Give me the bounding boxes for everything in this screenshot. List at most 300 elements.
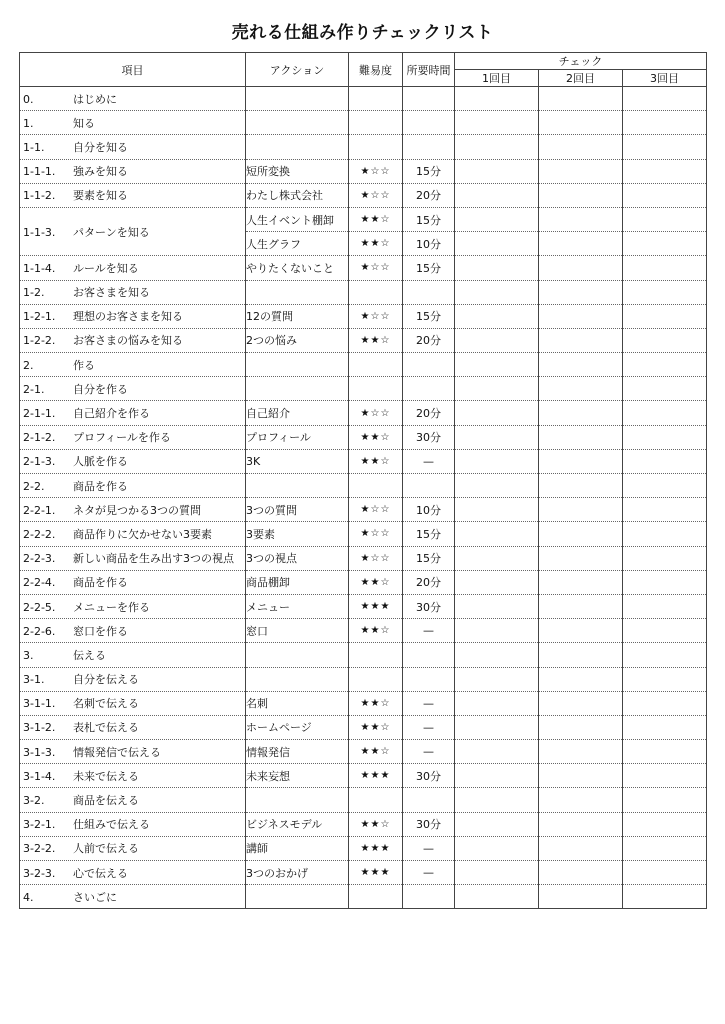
header-difficulty: 難易度 [349,53,403,87]
item-cell [20,474,246,498]
difficulty-cell: ★★☆ [349,570,403,594]
table-row [20,135,707,159]
item-label: 心で伝える [73,866,128,880]
check-cell-3[interactable] [623,619,707,643]
item-cell [20,87,246,111]
item-number: 1-1. [23,140,45,154]
item-label: プロフィールを作る [73,431,171,445]
check-cell-3[interactable] [623,401,707,425]
check-cell-1[interactable] [455,449,539,473]
difficulty-cell: ★★☆ [349,328,403,352]
item-number: 2-1-2. [23,431,56,445]
table-row [20,304,707,328]
action-cell: 3つの質問 [246,498,349,522]
item-cell [20,280,246,304]
item-label: 情報発信で伝える [73,745,161,759]
item-label: 表札で伝える [73,721,139,735]
item-label: ルールを知る [73,261,139,275]
check-cell-1[interactable] [455,425,539,449]
check-cell-3[interactable] [623,449,707,473]
action-cell: 3つの視点 [246,546,349,570]
time-cell [403,474,455,498]
item-cell [20,861,246,885]
check-cell-3[interactable] [623,788,707,812]
item-number: 1-1-1. [23,165,56,179]
check-cell-2[interactable] [539,619,623,643]
check-cell-1[interactable] [455,207,539,231]
item-number: 3-2-2. [23,842,56,856]
difficulty-cell [349,111,403,135]
item-cell [20,207,246,255]
difficulty-cell [349,377,403,401]
item-label: 名刺で伝える [73,697,139,711]
item-cell [20,667,246,691]
item-cell [20,836,246,860]
check-cell-3[interactable] [623,861,707,885]
check-cell-2[interactable] [539,183,623,207]
check-cell-1[interactable] [455,667,539,691]
check-cell-3[interactable] [623,594,707,618]
check-cell-3[interactable] [623,546,707,570]
check-cell-2[interactable] [539,715,623,739]
check-cell-2[interactable] [539,594,623,618]
item-cell [20,135,246,159]
time-cell: — [403,691,455,715]
difficulty-cell: ★☆☆ [349,304,403,328]
item-label: 商品を伝える [73,794,139,808]
time-cell: 15分 [403,304,455,328]
difficulty-cell: ★☆☆ [349,522,403,546]
time-cell: 15分 [403,207,455,231]
difficulty-cell: ★★☆ [349,207,403,231]
check-cell-3[interactable] [623,425,707,449]
action-cell: 情報発信 [246,740,349,764]
difficulty-cell: ★★★ [349,594,403,618]
check-cell-2[interactable] [539,304,623,328]
check-cell-2[interactable] [539,861,623,885]
table-row [20,812,707,836]
action-cell: 自己紹介 [246,401,349,425]
item-number: 1-1-2. [23,189,56,203]
table-row [20,594,707,618]
check-cell-1[interactable] [455,546,539,570]
time-cell: 15分 [403,522,455,546]
difficulty-cell: ★☆☆ [349,159,403,183]
table-row [20,328,707,352]
check-cell-1[interactable] [455,691,539,715]
time-cell: — [403,861,455,885]
check-cell-2[interactable] [539,135,623,159]
action-cell [246,135,349,159]
table-row [20,449,707,473]
item-number: 0. [23,92,34,106]
table-row [20,159,707,183]
item-cell [20,111,246,135]
item-cell [20,449,246,473]
table-row [20,836,707,860]
time-cell: 15分 [403,256,455,280]
difficulty-cell [349,353,403,377]
item-cell [20,570,246,594]
check-cell-3[interactable] [623,304,707,328]
item-label: 商品を作る [73,576,128,590]
item-label: 未来で伝える [73,769,139,783]
item-label: 窓口を作る [73,624,128,638]
header-check-3: 3回目 [623,70,707,87]
check-cell-1[interactable] [455,256,539,280]
item-label: パターンを知る [73,225,150,239]
item-number: 2-2-1. [23,503,56,517]
action-cell [246,87,349,111]
check-cell-1[interactable] [455,594,539,618]
check-cell-1[interactable] [455,328,539,352]
item-cell [20,353,246,377]
time-cell: 30分 [403,425,455,449]
item-label: 強みを知る [73,165,128,179]
time-cell [403,788,455,812]
item-number: 2-1. [23,382,45,396]
difficulty-cell: ★★★ [349,861,403,885]
time-cell: — [403,740,455,764]
check-cell-3[interactable] [623,328,707,352]
check-cell-2[interactable] [539,256,623,280]
item-label: 知る [73,116,95,130]
item-number: 2-2-6. [23,624,56,638]
difficulty-cell: ★★★ [349,764,403,788]
check-cell-2[interactable] [539,449,623,473]
table-row [20,546,707,570]
check-cell-3[interactable] [623,135,707,159]
action-cell: メニュー [246,594,349,618]
item-label: 自分を知る [73,140,128,154]
check-cell-2[interactable] [539,522,623,546]
check-cell-2[interactable] [539,836,623,860]
item-number: 1-2-2. [23,334,56,348]
difficulty-cell: ★☆☆ [349,498,403,522]
check-cell-3[interactable] [623,570,707,594]
item-cell [20,619,246,643]
time-cell [403,353,455,377]
check-cell-3[interactable] [623,207,707,231]
check-cell-3[interactable] [623,667,707,691]
table-row [20,401,707,425]
check-cell-1[interactable] [455,159,539,183]
check-cell-3[interactable] [623,353,707,377]
check-cell-1[interactable] [455,764,539,788]
check-cell-1[interactable] [455,474,539,498]
item-cell [20,377,246,401]
table-row [20,619,707,643]
header-check-2: 2回目 [539,70,623,87]
header-item: 項目 [20,53,246,87]
table-row [20,280,707,304]
action-cell: 2つの悩み [246,328,349,352]
check-cell-1[interactable] [455,135,539,159]
check-cell-1[interactable] [455,861,539,885]
item-cell [20,715,246,739]
check-cell-2[interactable] [539,643,623,667]
item-number: 3-2-1. [23,818,56,832]
item-cell [20,885,246,909]
item-cell [20,740,246,764]
action-cell: プロフィール [246,425,349,449]
check-cell-2[interactable] [539,570,623,594]
item-number: 3-1-4. [23,769,56,783]
item-label: メニューを作る [73,600,150,614]
check-cell-2[interactable] [539,353,623,377]
time-cell [403,667,455,691]
time-cell: — [403,449,455,473]
table-row [20,353,707,377]
check-cell-3[interactable] [623,256,707,280]
check-cell-3[interactable] [623,377,707,401]
check-cell-3[interactable] [623,885,707,909]
check-cell-2[interactable] [539,740,623,764]
check-cell-3[interactable] [623,715,707,739]
item-label: お客さまを知る [73,286,150,300]
check-cell-3[interactable] [623,498,707,522]
action-cell: 商品棚卸 [246,570,349,594]
time-cell: — [403,619,455,643]
action-cell [246,788,349,812]
difficulty-cell: ★★☆ [349,449,403,473]
table-row [20,570,707,594]
check-cell-1[interactable] [455,836,539,860]
item-label: 伝える [73,648,106,662]
check-cell-1[interactable] [455,885,539,909]
time-cell: — [403,715,455,739]
table-row [20,474,707,498]
check-cell-3[interactable] [623,764,707,788]
item-number: 3. [23,648,34,662]
action-cell: 人生グラフ [246,232,349,256]
table-row [20,788,707,812]
difficulty-cell [349,280,403,304]
action-cell [246,377,349,401]
action-cell [246,643,349,667]
check-cell-3[interactable] [623,740,707,764]
time-cell: 30分 [403,764,455,788]
item-cell [20,256,246,280]
check-cell-1[interactable] [455,111,539,135]
item-cell [20,304,246,328]
table-row [20,764,707,788]
table-row [20,667,707,691]
item-cell [20,159,246,183]
time-cell [403,885,455,909]
difficulty-cell [349,885,403,909]
check-cell-1[interactable] [455,87,539,111]
checklist-table [19,52,707,909]
item-label: 自分を作る [73,382,128,396]
item-number: 1-2. [23,286,45,300]
check-cell-2[interactable] [539,885,623,909]
table-row [20,522,707,546]
time-cell: 30分 [403,812,455,836]
item-cell [20,522,246,546]
action-cell: 3K [246,449,349,473]
item-number: 1-2-1. [23,310,56,324]
difficulty-cell: ★★☆ [349,232,403,256]
table-row [20,498,707,522]
check-cell-2[interactable] [539,87,623,111]
check-cell-1[interactable] [455,522,539,546]
check-cell-1[interactable] [455,715,539,739]
item-label: 理想のお客さまを知る [73,310,183,324]
item-number: 1-1-3. [23,225,56,239]
check-cell-1[interactable] [455,788,539,812]
difficulty-cell: ★☆☆ [349,401,403,425]
check-cell-2[interactable] [539,111,623,135]
table-row [20,861,707,885]
action-cell: ビジネスモデル [246,812,349,836]
difficulty-cell: ★★☆ [349,425,403,449]
check-cell-3[interactable] [623,111,707,135]
check-cell-2[interactable] [539,232,623,256]
check-cell-2[interactable] [539,474,623,498]
check-cell-2[interactable] [539,691,623,715]
item-cell [20,546,246,570]
check-cell-1[interactable] [455,183,539,207]
check-cell-2[interactable] [539,401,623,425]
check-cell-3[interactable] [623,691,707,715]
item-cell [20,764,246,788]
item-cell [20,691,246,715]
check-cell-3[interactable] [623,87,707,111]
check-cell-3[interactable] [623,836,707,860]
time-cell [403,111,455,135]
table-row [20,425,707,449]
action-cell: 未来妄想 [246,764,349,788]
item-number: 2-2-5. [23,600,56,614]
action-cell: 3要素 [246,522,349,546]
action-cell [246,667,349,691]
difficulty-cell: ★☆☆ [349,183,403,207]
time-cell: 20分 [403,401,455,425]
time-cell: 15分 [403,546,455,570]
check-cell-1[interactable] [455,812,539,836]
item-number: 2. [23,358,34,372]
page-title: 売れる仕組み作りチェックリスト [231,23,494,43]
check-cell-1[interactable] [455,353,539,377]
time-cell [403,280,455,304]
check-cell-1[interactable] [455,232,539,256]
item-label: 商品作りに欠かせない3要素 [73,527,212,541]
table-row [20,885,707,909]
check-cell-2[interactable] [539,425,623,449]
action-cell: 短所変換 [246,159,349,183]
check-cell-1[interactable] [455,643,539,667]
check-cell-2[interactable] [539,667,623,691]
check-cell-2[interactable] [539,280,623,304]
check-cell-1[interactable] [455,498,539,522]
action-cell: 3つのおかげ [246,861,349,885]
check-cell-2[interactable] [539,207,623,231]
table-row [20,740,707,764]
item-label: 作る [73,358,95,372]
item-number: 2-1-3. [23,455,56,469]
action-cell: ホームページ [246,715,349,739]
check-cell-2[interactable] [539,788,623,812]
difficulty-cell [349,643,403,667]
item-number: 3-2-3. [23,866,56,880]
time-cell [403,377,455,401]
table-row [20,715,707,739]
action-cell [246,111,349,135]
check-cell-2[interactable] [539,812,623,836]
check-cell-3[interactable] [623,183,707,207]
check-cell-3[interactable] [623,280,707,304]
table-row [20,183,707,207]
difficulty-cell [349,788,403,812]
table-row [20,377,707,401]
action-cell [246,885,349,909]
check-cell-1[interactable] [455,280,539,304]
check-cell-3[interactable] [623,812,707,836]
check-cell-2[interactable] [539,377,623,401]
item-number: 2-2. [23,479,45,493]
check-cell-3[interactable] [623,522,707,546]
difficulty-cell: ★★☆ [349,691,403,715]
check-cell-2[interactable] [539,159,623,183]
action-cell [246,474,349,498]
check-cell-1[interactable] [455,570,539,594]
item-cell [20,594,246,618]
check-cell-1[interactable] [455,401,539,425]
check-cell-3[interactable] [623,474,707,498]
action-cell: 人生イベント棚卸 [246,207,349,231]
check-cell-2[interactable] [539,764,623,788]
item-label: 人前で伝える [73,842,139,856]
check-cell-1[interactable] [455,377,539,401]
check-cell-3[interactable] [623,232,707,256]
item-cell [20,183,246,207]
check-cell-2[interactable] [539,546,623,570]
item-label: さいごに [73,890,117,904]
check-cell-3[interactable] [623,159,707,183]
time-cell: — [403,836,455,860]
item-cell [20,425,246,449]
check-cell-2[interactable] [539,328,623,352]
check-cell-1[interactable] [455,304,539,328]
difficulty-cell: ★★☆ [349,812,403,836]
item-cell [20,328,246,352]
time-cell: 20分 [403,183,455,207]
action-cell: 講師 [246,836,349,860]
item-label: 自己紹介を作る [73,407,150,421]
table-row [20,643,707,667]
check-cell-1[interactable] [455,740,539,764]
difficulty-cell: ★★☆ [349,715,403,739]
difficulty-cell [349,474,403,498]
item-number: 3-1. [23,673,45,687]
time-cell: 15分 [403,159,455,183]
table-row [20,691,707,715]
item-cell [20,812,246,836]
item-label: お客さまの悩みを知る [73,334,183,348]
item-number: 2-1-1. [23,407,56,421]
item-label: 仕組みで伝える [73,818,150,832]
check-cell-3[interactable] [623,643,707,667]
item-number: 2-2-2. [23,527,56,541]
check-cell-1[interactable] [455,619,539,643]
action-cell: やりたくないこと [246,256,349,280]
check-cell-2[interactable] [539,498,623,522]
action-cell: 窓口 [246,619,349,643]
item-label: 要素を知る [73,189,128,203]
header-action: アクション [246,53,349,87]
item-cell [20,498,246,522]
